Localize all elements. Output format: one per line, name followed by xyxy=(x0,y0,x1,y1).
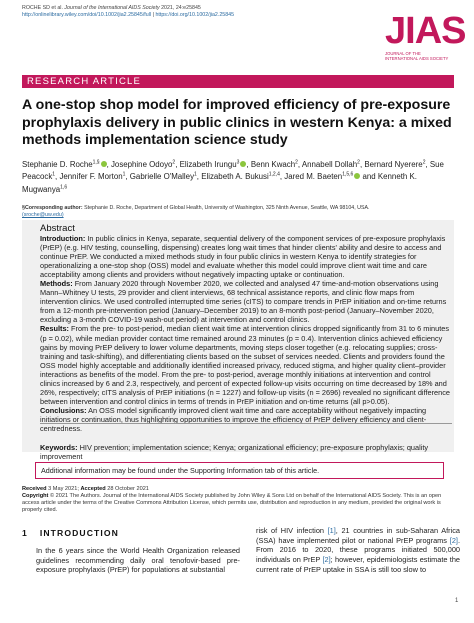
author xyxy=(251,160,300,169)
author-separator: , xyxy=(425,159,428,169)
page-number: 1 xyxy=(455,598,459,604)
accepted-date: 28 October 2021 xyxy=(107,486,149,492)
author-separator: , xyxy=(359,159,363,169)
body-column-right xyxy=(256,526,460,575)
author-affiliation: 1 xyxy=(194,171,197,178)
corr-text: Stephanie D. Roche, Department of Global Health, University of Washington, 325 Ninth Avenue, Seattle, WA 98104, USA. xyxy=(84,205,370,211)
abstract-heading: Abstract xyxy=(40,223,75,234)
journal-name: Journal of the International AIDS Society xyxy=(64,5,160,11)
citation-1[interactable]: [1] xyxy=(327,526,336,535)
link-separator: | xyxy=(152,11,154,18)
author-affiliation: 2 xyxy=(172,159,176,165)
intro-text-c: . From 2016 to 2020, these programs initiated 500,000 individuals on PrEP xyxy=(256,535,460,565)
author xyxy=(22,160,109,169)
author xyxy=(302,160,362,169)
author-separator: , xyxy=(106,159,109,169)
running-head xyxy=(22,5,352,18)
year-volume: 2021, 24:e25845 xyxy=(161,5,201,11)
citation-3[interactable]: [2] xyxy=(322,555,331,565)
author-separator: , xyxy=(246,159,249,169)
conclusions-text: An OSS model significantly improved client wait time and care acceptability without negatively impacting initiations or continuation, thus highlighting opportunities to improve the efficiency of PrEP delivery efficiency and client-centredness. xyxy=(40,405,427,433)
received-label: Received xyxy=(22,486,47,492)
results-text: From the pre- to post-period, median client wait time at intervention clinics dropped significantly from 31 to 6 minutes (p = 0.02), while median provider contact time remained around 23 minutes (p = 0.4). Intervention clinics achieved efficiency gains by moving PrEP delivery to lower volume departments, moving steps closer together (e.g. relocating supplies; cross-training and task-shifting), and differentiating clients based on the subset of services needed. Clients and providers found the OSS model highly acceptable and additionally identified increased privacy, reduced stigma, and higher quality client–provider interactions as benefits of the model. From the pre- to post-period, average monthly initiations at intervention and control clinics increased by 6 and 2.3, respectively, and percent of expected follow-up visits occurring on time decreased by 18% and 26%, respectively; cITS analysis of PrEP initiations (n = 1227) and follow-up visits (n = 2696) revealed no significant difference between intervention and control clinics in terms of trends in PrEP initiation and on-time returns (all p>0.05). xyxy=(40,324,450,406)
copyright-text: © 2021 The Authors. Journal of the International AIDS Society published by John Wiley & Sons Ltd on behalf of the International AIDS Society. xyxy=(49,493,402,499)
abstract-divider xyxy=(40,423,452,424)
author-name: Gabrielle O'Malley xyxy=(129,172,195,182)
author-affiliation: 1,2,4 xyxy=(268,171,280,178)
author-name: Elizabeth Irungu xyxy=(179,159,237,169)
methods-text: From January 2020 through November 2020, we collected and analysed 47 time-and-motion observations using Mann–Whitney U tests, 29 provider and client interviews, 68 technical assistance reports, and clinic flow maps from intervention clinics. We used controlled interrupted time series (cITS) to compare trends in PrEP initiation and on-time returns from a 12-month pre-intervention period (January–December 2019) to an 8-month post-period (January–November 2020, excluding a 3-month COVID-19 wash-out period) at intervention and control clinics. xyxy=(40,279,447,325)
abstract-methods xyxy=(40,279,450,324)
abstract-content xyxy=(40,223,450,461)
author xyxy=(364,160,427,169)
section-title: INTRODUCTION xyxy=(39,528,119,538)
doi-link[interactable]: https://doi.org/10.1002/jia2.25845 xyxy=(155,11,235,18)
corr-label: §Corresponding author: xyxy=(22,205,83,211)
author-separator: , xyxy=(297,159,301,169)
author xyxy=(111,160,177,169)
keywords-text: HIV prevention; implementation science; Kenya; organizational efficiency; pre-exposure prophylaxis; quality improvement xyxy=(40,443,429,462)
author-separator: , xyxy=(55,172,58,182)
abstract-conclusions xyxy=(40,406,450,433)
author-name: Jennifer F. Morton xyxy=(59,172,123,182)
author-affiliation: 2 xyxy=(295,159,298,165)
supporting-info-notice: Additional information may be found under the Supporting Information tab of this article. xyxy=(35,462,444,479)
body-column-left: In the 6 years since the World Health Organization released guidelines recommending daily oral tenofovir-based pre-exposure prophylaxis (PrEP) for populations at substantial xyxy=(36,546,240,575)
citation-2[interactable]: [2] xyxy=(449,535,458,545)
author-affiliation: 1,§ xyxy=(92,159,100,165)
author-affiliation: 2 xyxy=(357,159,360,165)
section-heading xyxy=(22,528,222,538)
author-list xyxy=(22,157,454,195)
publication-info xyxy=(22,486,454,514)
author-separator: , xyxy=(196,172,199,182)
author-affiliation: 1,6 xyxy=(60,184,68,191)
author-separator: , xyxy=(279,172,283,182)
keywords xyxy=(40,443,450,461)
author-name: Kenneth K. Mugwanya xyxy=(22,172,417,194)
methods-label: Methods: xyxy=(40,279,73,289)
article-title: A one-stop shop model for improved efficiency of pre-exposure prophylaxis delivery in public clinics in western Kenya: a mixed methods implementation science study xyxy=(22,97,452,148)
received-date: 3 May 2021; xyxy=(48,486,79,492)
intro-text-b: , 21 countries in sub-Saharan Africa (SSA) have implemented pilot or national PrEP programs xyxy=(256,526,461,545)
abstract-results xyxy=(40,324,450,405)
author xyxy=(59,172,127,181)
author-affiliation: 2 xyxy=(422,159,426,165)
intro-text: In public clinics in Kenya, separate, sequential delivery of the component services of pre-exposure prophylaxis (PrEP) (e.g. HIV testing, counselling, dispensing) creates long wait times that hinder clients' ability and desire to access and continue PrEP. We conducted a mixed methods study in four public clinics in western Kenya to identify strategies for operationalizing a one-stop shop (OSS) model and evaluate whether this model could improve client wait time and care acceptability among clients and providers without negatively impacting uptake or continuation. xyxy=(40,234,446,280)
copyright-label: Copyright xyxy=(22,493,49,499)
author-name: Jared M. Baeten xyxy=(284,172,343,182)
license-text: This is an open access article under the terms of the Creative Commons Attribution License, which permits use, distribution and reproduction in any medium, provided the original work is properly cited. xyxy=(22,493,442,513)
author-name: Annabell Dollah xyxy=(301,159,358,169)
jias-logo xyxy=(385,10,466,68)
abstract-box xyxy=(22,220,454,462)
keywords-label: Keywords: xyxy=(40,443,78,453)
author-affiliation: 1 xyxy=(52,171,56,178)
results-label: Results: xyxy=(40,324,69,334)
author-name: Sue Peacock xyxy=(22,159,444,182)
conclusions-label: Conclusions: xyxy=(40,405,87,415)
author-affiliation: 1 xyxy=(122,171,126,178)
citation-author: ROCHE SD et al. xyxy=(22,5,63,11)
logo-text: JIAS xyxy=(385,10,466,52)
article-type-band xyxy=(22,75,454,88)
author-name: Stephanie D. Roche xyxy=(22,159,93,169)
logo-subtitle: JOURNAL OF THE INTERNATIONAL AIDS SOCIETY xyxy=(385,51,449,61)
accepted-label: Accepted xyxy=(80,486,106,492)
article-type-label: RESEARCH ARTICLE xyxy=(27,76,142,87)
author xyxy=(130,172,199,181)
intro-label: Introduction: xyxy=(40,234,86,243)
section-number: 1 xyxy=(22,528,28,538)
author xyxy=(180,160,249,169)
corr-email[interactable]: (sroche@uw.edu) xyxy=(22,211,64,218)
author-affiliation: 1,5,6 xyxy=(342,171,354,178)
author-name: Elizabeth A. Bukusi xyxy=(201,172,269,182)
author-name: Benn Kwach xyxy=(250,159,296,169)
author-name: Josephine Odoyo xyxy=(110,159,173,169)
author-name: Bernard Nyerere xyxy=(364,159,423,169)
author xyxy=(201,172,282,181)
abstract-intro xyxy=(40,234,450,279)
author xyxy=(284,172,375,181)
corresponding-author xyxy=(22,205,454,219)
author-affiliation: 3 xyxy=(236,159,240,165)
author-separator: , xyxy=(125,172,128,182)
intro-text-d: ; however, epidemiologists estimate the current rate of PrEP uptake in SSA is still too slow to xyxy=(256,555,460,574)
author-separator: and xyxy=(360,172,376,182)
intro-text-a: risk of HIV infection xyxy=(256,526,324,535)
article-link[interactable]: http://onlinelibrary.wiley.com/doi/10.1002/jia2.25845/full xyxy=(22,11,152,18)
author-separator: , xyxy=(175,159,178,169)
